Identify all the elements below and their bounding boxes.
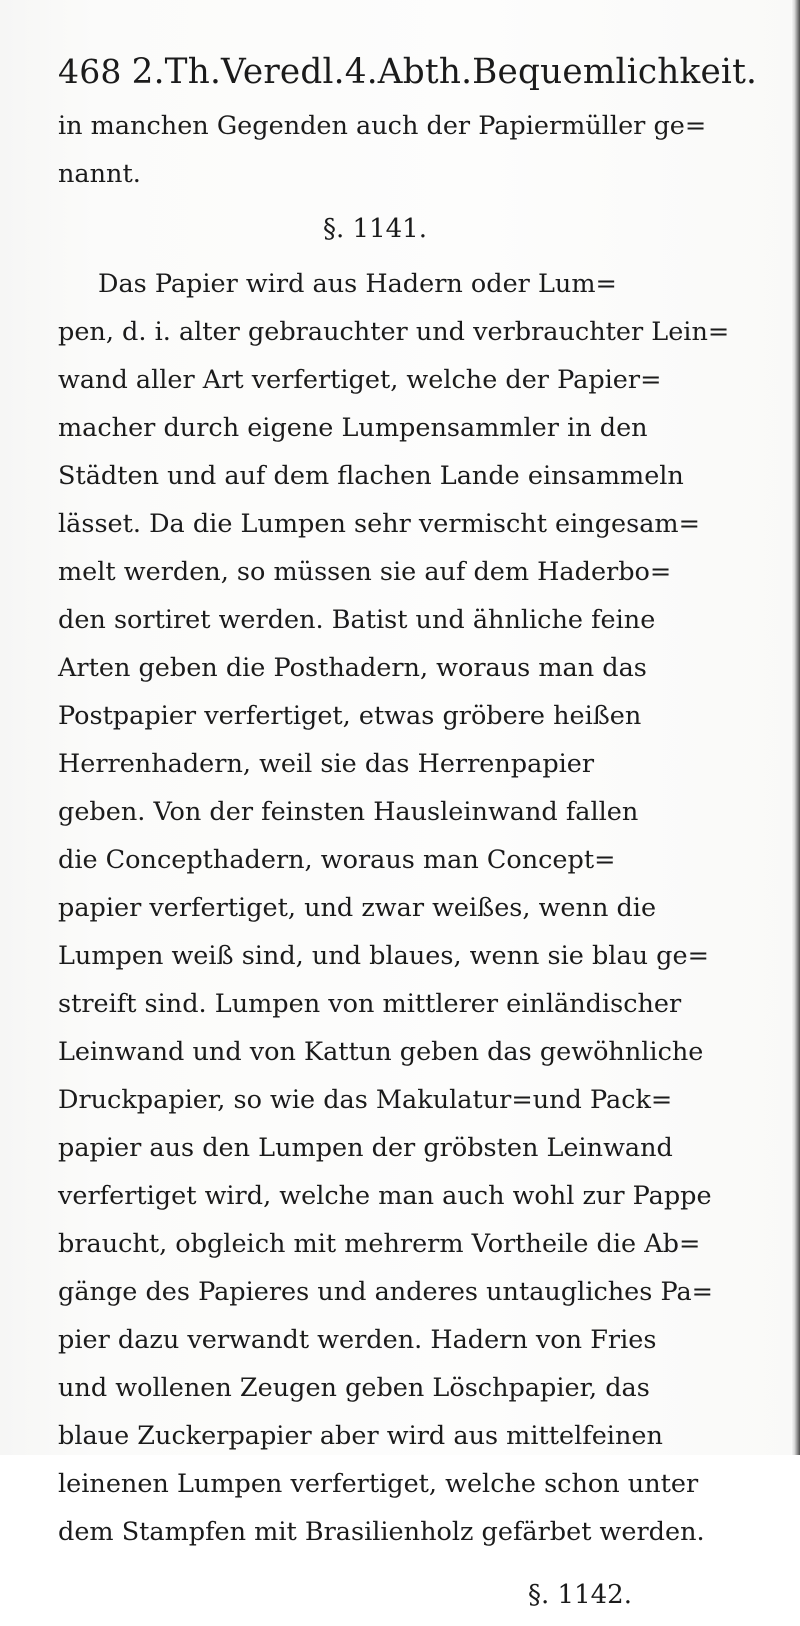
- text-line: geben. Von der feinsten Hausleinwand fallen: [58, 797, 639, 827]
- body-text: [58, 102, 770, 1626]
- text-line: den sortiret werden. Batist und ähnliche feine: [58, 605, 656, 635]
- text-line: pier dazu verwandt werden. Hadern von Fries: [58, 1325, 657, 1355]
- text-line: verfertiget wird, welche man auch wohl zur Pappe: [58, 1181, 712, 1211]
- text-line: und wollenen Zeugen geben Löschpapier, das: [58, 1373, 650, 1403]
- text-line: Postpapier verfertiget, etwas gröbere heißen: [58, 701, 642, 731]
- text-line: papier verfertiget, und zwar weißes, wenn die: [58, 893, 657, 923]
- page-number: 468: [58, 52, 122, 91]
- text-line: Herrenhadern, weil sie das Herrenpapier: [58, 749, 595, 779]
- text-line: braucht, obgleich mit mehrerm Vortheile die Ab=: [58, 1229, 701, 1259]
- text-line: blaue Zuckerpapier aber wird aus mittelfeinen: [58, 1421, 663, 1451]
- running-title: 2.Th.Veredl.4.Abth.Bequemlichkeit.: [131, 52, 758, 92]
- text-line: pen, d. i. alter gebrauchter und verbrauchter Lein=: [58, 317, 730, 347]
- text-line: Städten und auf dem flachen Lande einsammeln: [58, 461, 684, 491]
- section-heading-1141: §. 1141.: [323, 214, 427, 244]
- text-line: nannt.: [58, 159, 141, 189]
- text-line: lässet. Da die Lumpen sehr vermischt eingesam=: [58, 509, 700, 539]
- text-line: melt werden, so müssen sie auf dem Haderbo=: [58, 557, 672, 587]
- text-line: in manchen Gegenden auch der Papiermüller ge=: [58, 111, 707, 141]
- text-line: Leinwand und von Kattun geben das gewöhnliche: [58, 1037, 704, 1067]
- text-line: wand aller Art verfertiget, welche der Papier=: [58, 365, 662, 395]
- text-line: leinenen Lumpen verfertiget, welche schon unter: [58, 1469, 699, 1499]
- running-header: [58, 48, 758, 96]
- text-line: macher durch eigene Lumpensammler in den: [58, 413, 648, 443]
- text-line: Druckpapier, so wie das Makulatur=und Pack=: [58, 1085, 673, 1115]
- section-heading-1142: §. 1142.: [528, 1580, 632, 1610]
- text-line: die Concepthadern, woraus man Concept=: [58, 845, 616, 875]
- page-edge-shadow: [791, 0, 800, 1455]
- text-line: Arten geben die Posthadern, woraus man das: [58, 653, 647, 683]
- text-line: streift sind. Lumpen von mittlerer einländischer: [58, 989, 682, 1019]
- text-line: gänge des Papieres und anderes untaugliches Pa=: [58, 1277, 714, 1307]
- text-line: Lumpen weiß sind, und blaues, wenn sie blau ge=: [58, 941, 709, 971]
- text-line: Das Papier wird aus Hadern oder Lum=: [98, 269, 617, 299]
- text-line: papier aus den Lumpen der gröbsten Leinwand: [58, 1133, 673, 1163]
- text-line: dem Stampfen mit Brasilienholz gefärbet werden.: [58, 1517, 705, 1547]
